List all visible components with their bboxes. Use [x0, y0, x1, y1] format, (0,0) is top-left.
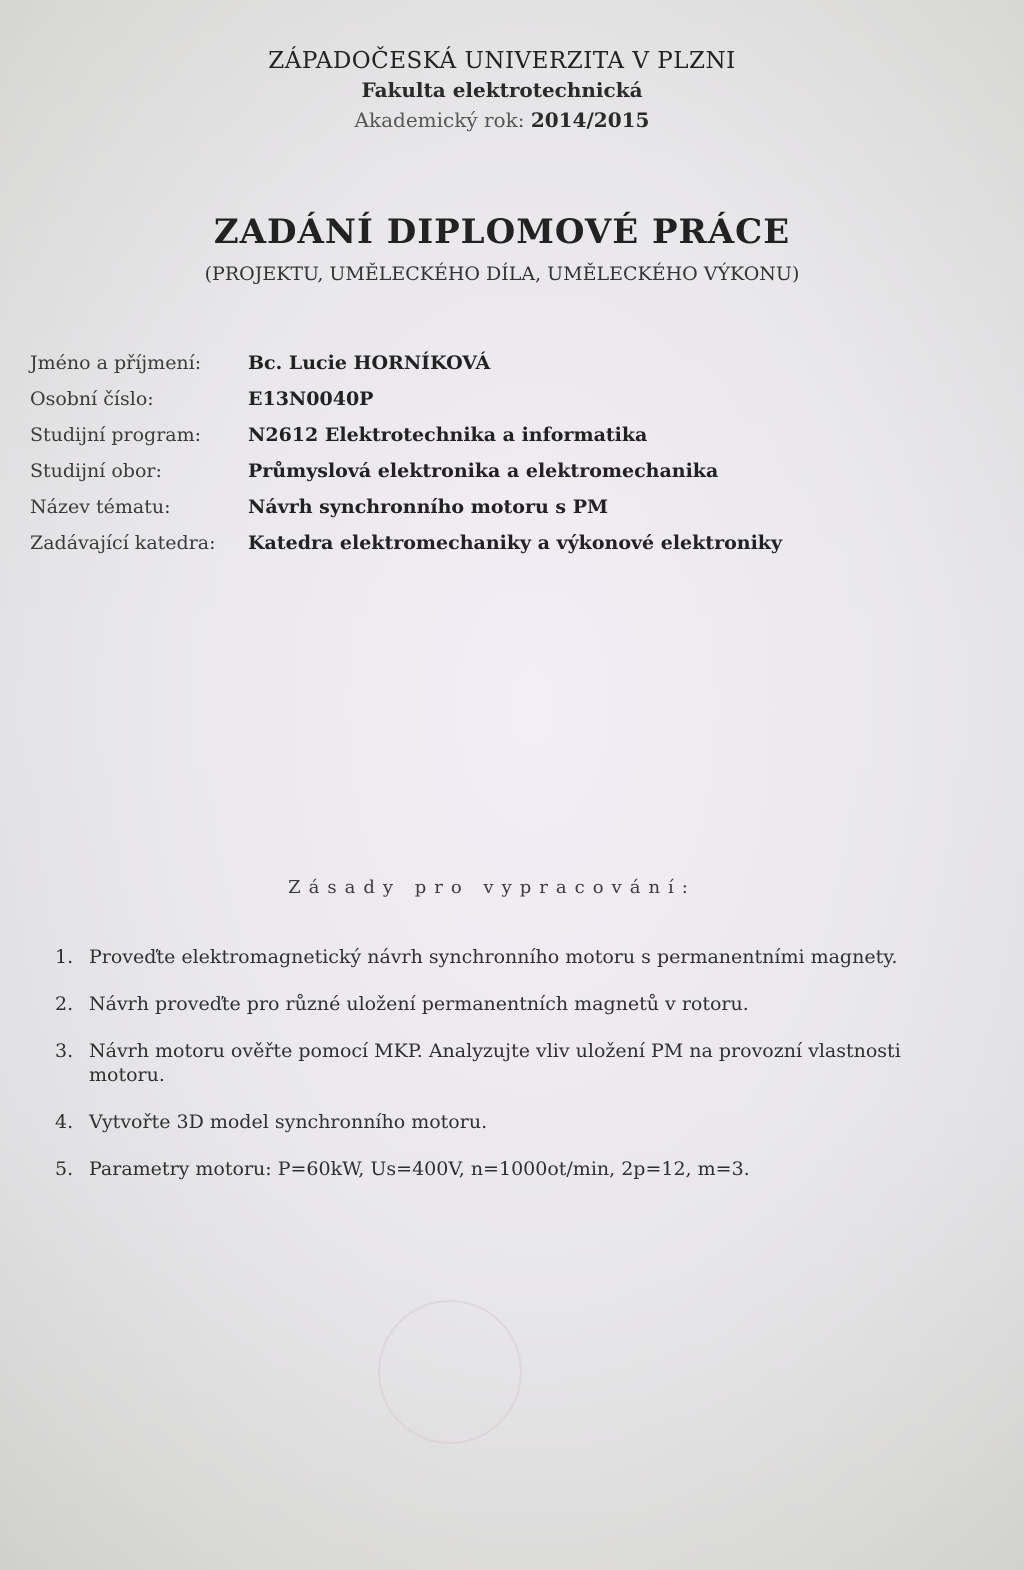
academic-year-value: 2014/2015: [530, 108, 650, 132]
info-label: Studijní program:: [30, 424, 202, 446]
task-number: 2.: [55, 993, 74, 1015]
info-label: Zadávající katedra:: [30, 532, 216, 554]
info-row-topic: [30, 489, 782, 525]
info-label: Název tématu:: [30, 496, 171, 518]
academic-year: [0, 108, 1004, 132]
task-number: 5.: [55, 1158, 74, 1180]
info-label: Studijní obor:: [30, 460, 162, 482]
info-value: N2612 Elektrotechnika a informatika: [248, 424, 648, 446]
info-row-personal-number: [30, 381, 782, 417]
info-row-name: [30, 345, 782, 381]
info-value: Průmyslová elektronika a elektromechanika: [248, 460, 719, 482]
faint-seal: [378, 1300, 522, 1444]
task-text: Proveďte elektromagnetický návrh synchronního motoru s permanentními magnety.: [89, 946, 898, 968]
list-item: [55, 1157, 955, 1181]
task-number: 3.: [55, 1040, 74, 1062]
principles-heading: Zásady pro vypracování:: [288, 877, 696, 898]
task-text: Parametry motoru: P=60kW, Us=400V, n=1000ot/min, 2p=12, m=3.: [89, 1158, 750, 1180]
info-value: E13N0040P: [248, 388, 374, 410]
task-number: 1.: [55, 946, 74, 968]
task-text: Návrh motoru ověřte pomocí MKP. Analyzujte vliv uložení PM na provozní vlastnosti motoru.: [89, 1040, 901, 1086]
info-row-study-field: [30, 453, 782, 489]
info-value: Návrh synchronního motoru s PM: [248, 496, 609, 518]
list-item: [55, 945, 955, 969]
university-name: ZÁPADOČESKÁ UNIVERZITA V PLZNI: [268, 48, 736, 74]
info-label: Osobní číslo:: [30, 388, 154, 410]
list-item: [55, 1039, 955, 1087]
task-number: 4.: [55, 1111, 74, 1133]
list-item: [55, 1110, 955, 1134]
task-list: [55, 945, 955, 1204]
student-info-table: [30, 345, 782, 561]
task-text: Vytvořte 3D model synchronního motoru.: [89, 1111, 488, 1133]
info-row-department: [30, 525, 782, 561]
document-title: ZADÁNÍ DIPLOMOVÉ PRÁCE: [213, 212, 791, 252]
task-text: Návrh proveďte pro různé uložení permanentních magnetů v rotoru.: [89, 993, 749, 1015]
info-value: Katedra elektromechaniky a výkonové elektroniky: [248, 532, 782, 554]
info-row-study-program: [30, 417, 782, 453]
academic-year-label: Akademický rok:: [354, 108, 525, 132]
list-item: [55, 992, 955, 1016]
faculty-name: Fakulta elektrotechnická: [361, 78, 643, 102]
info-label: Jméno a příjmení:: [30, 352, 202, 374]
info-value: Bc. Lucie HORNÍKOVÁ: [248, 352, 491, 374]
document-subtitle: (PROJEKTU, UMĚLECKÉHO DÍLA, UMĚLECKÉHO VÝKONU): [204, 263, 800, 285]
